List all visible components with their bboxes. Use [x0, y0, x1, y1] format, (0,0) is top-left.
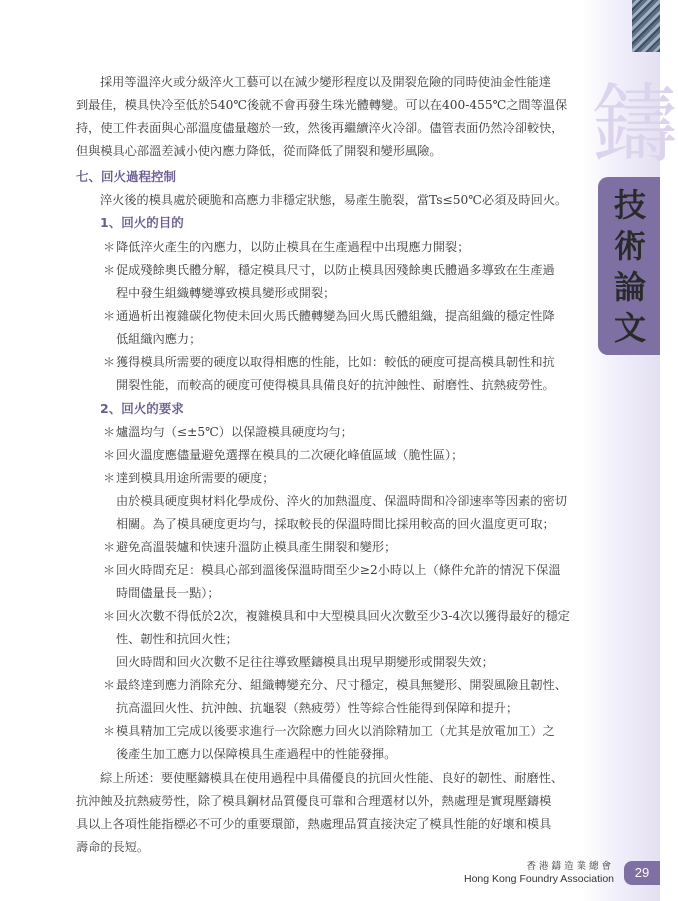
bullet-line: 抗高溫回火性、抗沖蝕、抗龜裂（熱疲勞）性等綜合性能得到保障和提升；	[116, 701, 519, 715]
paragraph-line: 壽命的長短。	[76, 840, 150, 854]
bullet-marker: ＊	[103, 563, 116, 577]
paragraph-line: 持，使工件表面與心部溫度儘量趨於一致，然後再繼續淬火冷卻。儘管表面仍然冷卻較快，	[76, 121, 564, 135]
paragraph-line: 綜上所述：要使壓鑄模具在使用過程中具備優良的抗回火性能、良好的韌性、耐磨性、	[100, 771, 564, 785]
footer-org-chinese: 香港鑄造業總會	[526, 861, 614, 872]
bullet-marker: ＊	[103, 240, 116, 254]
bullet-line: 回火時間和回火次數不足往往導致壓鑄模具出現早期變形或開裂失效；	[116, 655, 494, 669]
paragraph-line: 淬火後的模具處於硬脆和高應力非穩定狀態，易產生脆裂，當Ts≤50℃必須及時回火。	[100, 193, 568, 207]
bullet-line: 降低淬火產生的內應力，以防止模具在生產過程中出現應力開裂；	[116, 240, 470, 254]
bullet-line: 獲得模具所需要的硬度以取得相應的性能，比如：較低的硬度可提高模具韌性和抗	[116, 355, 555, 369]
bullet-line: 程中發生組織轉變導致模具變形或開裂；	[116, 286, 336, 300]
machinery-photo-strip	[632, 0, 660, 52]
bullet-line: 爐溫均勻（≤±5℃）以保證模具硬度均勻；	[116, 425, 353, 439]
page-number: 29	[624, 861, 660, 885]
bullet-line: 回火溫度應儘量避免選擇在模具的二次硬化峰值區域（脆性區）；	[116, 448, 464, 462]
paragraph-line: 採用等溫淬火或分級淬火工藝可以在減少變形程度以及開裂危險的同時使油金性能達	[100, 75, 551, 89]
bullet-line: 模具精加工完成以後要求進行一次除應力回火以消除精加工（尤其是放電加工）之	[116, 724, 555, 738]
bullet-marker: ＊	[103, 263, 116, 277]
bullet-line: 由於模具硬度與材料化學成份、淬火的加熱溫度、保溫時間和冷卻速率等因素的密切	[116, 494, 567, 508]
bullet-line: 最終達到應力消除充分、組織轉變充分、尺寸穩定，模具無變形、開裂風險且韌性、	[116, 678, 567, 692]
watermark-character: 鑄	[592, 75, 678, 175]
paragraph-line: 具以上各項性能指標必不可少的重要環節，熱處理品質直接決定了模具性能的好壞和模具	[76, 817, 552, 831]
section-tab-char: 術	[613, 227, 646, 265]
bullet-marker: ＊	[103, 448, 116, 462]
paragraph-line: 抗沖蝕及抗熱疲勞性，除了模具鋼材品質優良可靠和合理選材以外，熱處理是實現壓鑄模	[76, 794, 552, 808]
bullet-line: 相關。為了模具硬度更均勻，採取較長的保溫時間比採用較高的回火溫度更可取；	[116, 517, 555, 531]
bullet-marker: ＊	[103, 425, 116, 439]
bullet-line: 低組織內應力；	[116, 332, 202, 346]
bullet-line: 達到模具用途所需要的硬度；	[116, 471, 275, 485]
paragraph-line: 到最佳，模具快冷至低於540℃後就不會再發生珠光體轉變。可以在400-455℃之間等溫保	[76, 98, 568, 112]
bullet-line: 避免高溫裝爐和快速升溫防止模具產生開裂和變形；	[116, 540, 397, 554]
paragraph-line: 但與模具心部溫差減小使內應力降低，從而降低了開裂和變形風險。	[76, 144, 442, 158]
bullet-line: 開裂性能，而較高的硬度可使得模具具備良好的抗沖蝕性、耐磨性、抗熱疲勞性。	[116, 378, 555, 392]
bullet-line: 後產生加工應力以保障模具生產過程中的性能發揮。	[116, 747, 397, 761]
subsection-heading: 1、回火的目的	[100, 215, 184, 230]
section-tab-char: 論	[613, 268, 646, 306]
bullet-line: 通過析出複雜碳化物使未回火馬氏體轉變為回火馬氏體組織，提高組織的穩定性降	[116, 309, 555, 323]
section-heading: 七、回火過程控制	[76, 169, 177, 184]
bullet-line: 回火時間充足：模具心部到溫後保溫時間至少≥2小時以上（條件允許的情況下保溫	[116, 563, 561, 577]
bullet-marker: ＊	[103, 724, 116, 738]
section-tab-char: 技	[613, 186, 646, 224]
section-tab-char: 文	[613, 309, 646, 347]
bullet-line: 回火次數不得低於2次，複雜模具和中大型模具回火次數至少3-4次以獲得最好的穩定	[116, 609, 570, 623]
bullet-marker: ＊	[103, 540, 116, 554]
bullet-marker: ＊	[103, 309, 116, 323]
bullet-line: 時間儘量長一點）；	[116, 586, 220, 600]
subsection-heading: 2、回火的要求	[100, 401, 184, 416]
bullet-line: 促成殘餘奧氏體分解，穩定模具尺寸，以防止模具因殘餘奧氏體過多導致在生產過	[116, 263, 555, 277]
bullet-marker: ＊	[103, 355, 116, 369]
bullet-marker: ＊	[103, 678, 116, 692]
footer-org-english: Hong Kong Foundry Association	[463, 873, 614, 885]
bullet-marker: ＊	[103, 471, 116, 485]
bullet-line: 性、韌性和抗回火性；	[116, 632, 238, 646]
bullet-marker: ＊	[103, 609, 116, 623]
